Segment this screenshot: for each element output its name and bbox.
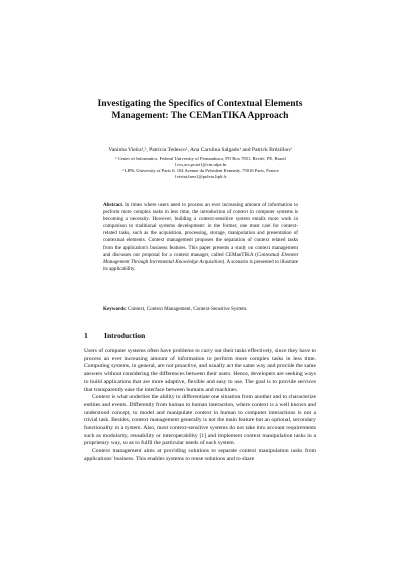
affiliation-2 xyxy=(88,168,313,180)
section-heading xyxy=(84,331,324,340)
abstract xyxy=(103,202,298,273)
author-list: Vaninha Vieira¹,², Patrícia Tedesco¹, Ana Carolina Salgado¹ and Patrick Brézillon² xyxy=(108,147,292,153)
affiliation-2-address: ² LIP6, University of Paris 6, 104 Avenue du Président Kennedy, 75016 Paris, France xyxy=(122,168,279,173)
title-line-1: Investigating the Specifics of Contextual Elements xyxy=(97,98,303,109)
affiliation-1-email: {vvs,acs,pcart}@cin.ufpe.br xyxy=(174,162,227,167)
keywords-label: Keywords: xyxy=(103,306,127,312)
section-title: Introduction xyxy=(104,331,146,340)
paragraph-2: Context is what underlies the ability to differentiate one situation from another and to characterize entities and events. Differently from human to human interaction, where context is a well known and understood concept, to model and manipulate context in human to computer interactions is not a trivial task. Besides, context management generally is not the main feature but an optional, secondary functionality in a system. Also, most context-sensitive systems do not take into account requirements such as modularity, reusability or interoperability [1] and implement context manipulation tasks in a proprietary way, so as to fulfil the particular needs of each system. xyxy=(84,394,316,447)
keywords xyxy=(103,306,298,313)
abstract-text-part-2: ). A scenario is presented to illustrate its applicability. xyxy=(103,258,298,272)
affiliation-1 xyxy=(88,156,313,168)
abstract-acronym-expansion: Contextual Element Management Through Incremental Knowledge Acquisition xyxy=(103,251,298,265)
affiliation-2-email: {vieira,brez}@poleia.lip6.fr xyxy=(174,174,227,179)
abstract-text-part-1: In times where users need to process an ever increasing amount of information to perform more complex tasks in less time, the introduction of context in computer systems is becoming a necessity. However, building a context-sensitive system entails more work in comparison to traditional systems development: in the former, one must care for context-related tasks, such as the acquisition, processing, storage, manipulation and presentation of contextual elements. Context management proposes the separation of context related tasks from the application's business features. This paper presents a study on context management and discusses our proposal for a context manager, called CEManTIKA ( xyxy=(103,202,298,258)
body-text xyxy=(84,348,316,464)
section-number: 1 xyxy=(84,331,88,340)
keywords-text: Context, Context Management, Context-Sensitive System. xyxy=(126,306,248,312)
paragraph-3: Context management aims at providing solutions to separate context manipulation tasks from applications' business. This enables systems to reuse solutions and to share xyxy=(84,448,316,462)
title-line-2: Management: The CEManTIKA Approach xyxy=(111,110,289,121)
abstract-label: Abstract. xyxy=(103,202,124,208)
affiliation-1-address: ¹ Center of Informatics, Federal University of Pernambuco, PO Box 7851, Recife, PE, Brazil xyxy=(115,156,286,161)
paper-title xyxy=(70,98,330,122)
paragraph-1: Users of computer systems often have problems to carry out their tasks effectively, since they have to process an ever increasing amount of information to perform more complex tasks in less time. Computing systems, in general, are not proactive, and usually act the same way and provide the same answers without considering the differences between their users. Hence, developers are seeking ways to build applications that are more adaptive, flexible and easy to use. The goal is to provide services that transparently ease the interface between humans and machines. xyxy=(84,348,316,393)
